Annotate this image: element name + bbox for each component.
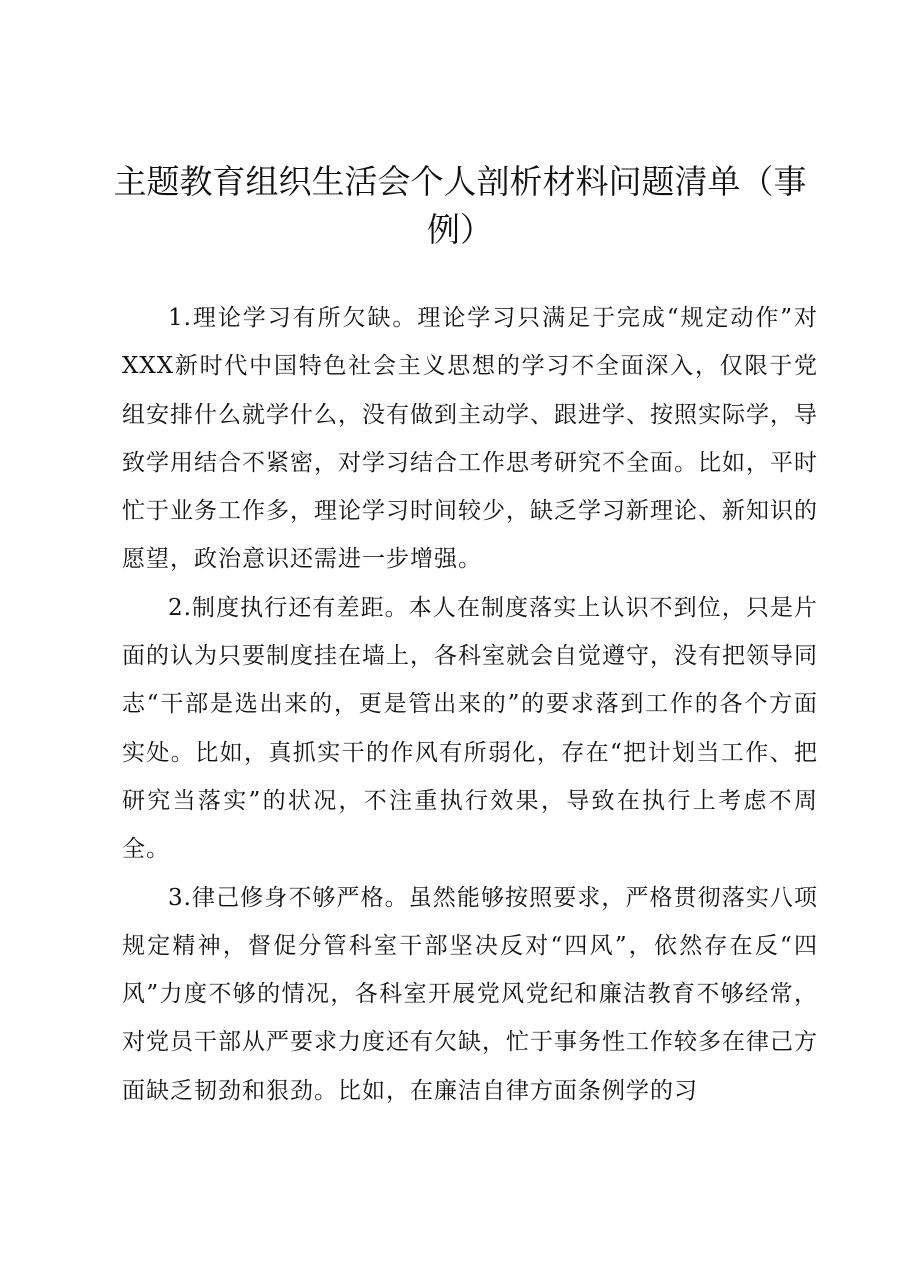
paragraph-self-discipline: 3.律己修身不够严格。虽然能够按照要求，严格贯彻落实八项规定精神，督促分管科室干部坚决反对“四风”，依然存在反“四风”力度不够的情况，各科室开展党风党纪和廉洁教育不够经常，对党员干部从严要求力度还有欠缺，忙于事务性工作较多在律己方面缺乏韧劲和狠劲。比如，在廉洁自律方面条例学的习 <box>122 884 818 1104</box>
paragraph-theory-study: 1.理论学习有所欠缺。理论学习只满足于完成“规定动作”对XXX新时代中国特色社会主义思想的学习不全面深入，仅限于党组安排什么就学什么，没有做到主动学、跟进学、按照实际学，导致学用结合不紧密，对学习结合工作思考研究不全面。比如，平时忙于业务工作多，理论学习时间较少，缺乏学习新理论、新知识的愿望，政治意识还需进一步增强。 <box>122 305 818 573</box>
document-body <box>122 294 818 1115</box>
paragraph-system-execution: 2.制度执行还有差距。本人在制度落实上认识不到位，只是片面的认为只要制度挂在墙上，各科室就会自觉遵守，没有把领导同志“干部是选出来的，更是管出来的”的要求落到工作的各个方面实处。比如，真抓实干的作风有所弱化，存在“把计划当工作、把研究当落实”的状况，不注重执行效果，导致在执行上考虑不周全。 <box>122 594 818 863</box>
document-title: 主题教育组织生活会个人剖析材料问题清单（事例） <box>113 162 807 249</box>
